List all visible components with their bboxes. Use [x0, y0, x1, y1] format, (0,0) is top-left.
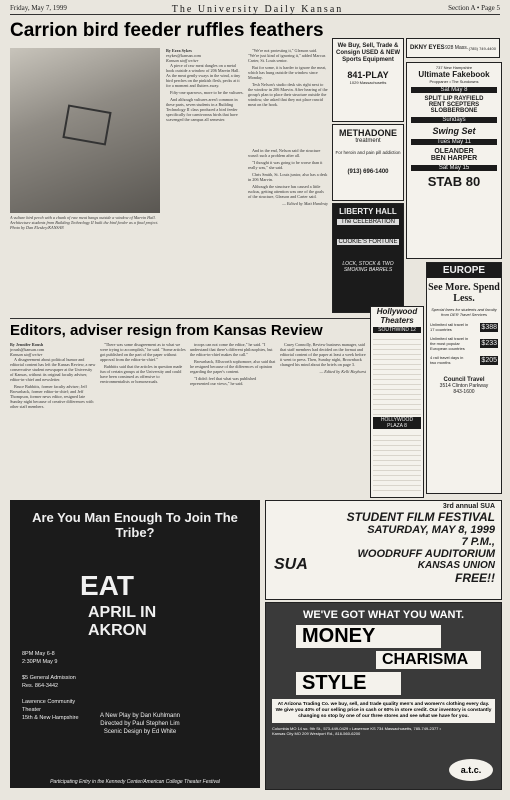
dkny-brand: DKNY EYES [410, 45, 445, 51]
story1-headline: Carrion bird feeder ruffles feathers [10, 20, 324, 41]
eat-res: Res. 864-3442 [22, 683, 59, 689]
festival-line3: SATURDAY, MAY 8, 1999 [367, 524, 495, 536]
europe-price1: $388 [481, 323, 497, 331]
bottleneck-band1: SPLIT LIP RAYFIELD [424, 96, 484, 102]
story1-col3-p2: "I thought it was going to be worse than it really was," she said. [248, 160, 323, 170]
liberty-film2: COOKIE'S FORTUNE [338, 239, 398, 245]
arizona-word3: STYLE [296, 672, 401, 695]
bottleneck-date4: Sat May 15 [411, 165, 497, 171]
story2-headline: Editors, adviser resign from Kansas Review [10, 322, 323, 339]
hollywood-title: Hollywood Theaters [376, 307, 418, 325]
eat-venue: Lawrence Community Theater [22, 699, 76, 713]
eat-tickets: $5 General Admission [22, 675, 76, 681]
festival-line7: FREE!! [455, 571, 495, 585]
europe-pass3: 4 rail travel days in two months [430, 355, 464, 365]
europe-pass1: Unlimited rail travel in 17 countries [430, 322, 469, 332]
section-label: Section A • Page 5 [448, 4, 500, 12]
story2-col4-p1: Casey Connolly, Review business manager, said that staff members had decided on the format and editorial content of the paper at least a week before it went to press. Then, Sunday night, Brownback changed his mind about the briefs on page 3. [280, 342, 366, 367]
eat-matinee: 2:30PM May 9 [22, 659, 58, 665]
eat-title: EAT [80, 570, 134, 601]
story2-col3-p2: Brownback, Ellsworth sophomore, also said that he resigned because of the differences of opinion regarding the paper's content. [190, 359, 276, 374]
eat-scenic: Scenic Design by Ed White [103, 729, 177, 735]
hollywood-location2: HOLLYWOOD PLAZA 8 [373, 417, 421, 429]
eat-credit: A New Play by Dan Kuhlmann [99, 713, 181, 719]
story1-col1-p1: A piece of raw meat dangles on a metal hook outside a window of 206 Marvin Hall. As the meat gently sways in the wind, a tiny bird perches on the pinkish flesh, pecks at it for a moment and flutters away. [166, 63, 241, 88]
story2-col1-p1: A disagreement about political humor and editorial content has left the Kansas Review, a new conservative student newspaper at the University of Kansas, without its original faculty adviser, editor-in-chief and newsletter. [10, 357, 96, 382]
eat-subtitle: APRIL IN AKRON [88, 604, 157, 639]
dkny-mass: 928 Mass. [445, 45, 469, 51]
arizona-word1: MONEY [296, 625, 441, 648]
liberty-title: LIBERTY HALL [339, 207, 397, 216]
film-festival-ad [265, 500, 502, 600]
story2-col2-p2: Bubbitts said that the articles in question made fun of certain groups at the University and could have been construed as offensive to environmentalists or homosexuals. [100, 364, 183, 384]
arizona-body: At Arizona Trading Co. we buy, sell, and trade quality men's and women's clothing every day. We give you 40% of our selling price in cash or 60% in store credit. Our inventory is constantly changing so stop by one of our three stores and see what we have for you. [272, 699, 495, 723]
story1-col2-p3: Tesh Nelson's studio desk sits right next to the window in 206 Marvin. After hearing of the group's plan to place their structure outside the window, she asked that they not place rancid meat on the hook. [248, 82, 328, 107]
vulture-photo [10, 48, 160, 213]
bottleneck-band2: RENT SCEPTERS [428, 102, 480, 108]
europe-address: 3514 Clinton Parkway [439, 383, 489, 389]
bottleneck-address: 737 New Hampshire [435, 65, 473, 70]
story1-byline: By Ezra Sykes [166, 48, 192, 53]
bottleneck-band6: STAB 80 [427, 174, 481, 189]
hollywood-location: SOUTHWIND 12 [373, 327, 421, 333]
story1-byline-email: esykes@kansan.com [166, 53, 201, 58]
hollywood-theaters-ad [370, 306, 424, 498]
bottleneck-date1: Sat May 8 [411, 87, 497, 93]
story2-col3-p1: troops can not come the editor," he said. "I understand that there's different philosophies, but the editor-in-chief makes the call." [190, 342, 273, 357]
festival-line6: KANSAS UNION [417, 560, 495, 571]
bottleneck-date3: Tues May 11 [411, 139, 497, 145]
bottleneck-event: Swing Set [432, 126, 476, 136]
story2-byline-email: jroush@kansan.com [10, 347, 45, 352]
festival-line2: STUDENT FILM FESTIVAL [346, 510, 495, 524]
story1-col3-p3: Chris Smith, St. Louis junior, also has a desk in 206 Marvin. [248, 172, 328, 182]
photo-caption: A vulture bird perch with a chunk of raw meat hangs outside a window of Marvin Hall. Architecture students from Building Technology II built the bird feeder as a final project. Photo by Dan Eleskey/KANSAN [10, 215, 159, 230]
europe-price3: $205 [481, 356, 497, 364]
arizona-word2: CHARISMA [376, 651, 481, 669]
story2-col1-p2: Bruce Bubbitts, former faculty adviser; Jeff Brownback, former editor-in-chief; and Jeff Thompson, former news editor, resigned late Sunday night because of creative differences with other staff members. [10, 384, 94, 409]
masthead: The University Daily Kansan [171, 4, 344, 15]
bottleneck-line: Proppaner • The Sundowns [429, 79, 479, 84]
festival-line4: 7 P.M., [461, 536, 495, 548]
eat-times: 8PM May 6-8 [22, 651, 55, 657]
story1-col3-p4: Although the structure has caused a little ruckus, getting attention was one of the goals of the structure, Gleason and Carter said. [248, 184, 324, 199]
bottleneck-ad [406, 62, 502, 259]
eat-director: Directed by Paul Stephen Lim [100, 721, 180, 727]
methadone-sub: treatment [355, 138, 381, 144]
eat-play-ad [10, 500, 260, 788]
arizona-headline: WE'VE GOT WHAT YOU WANT. [302, 609, 465, 621]
europe-price2: $233 [481, 340, 497, 347]
bottleneck-band5: BEN HARPER [430, 155, 478, 162]
bottleneck-band4: OLEANDER [434, 148, 474, 155]
europe-line: Special fares for students and faculty from DER Travel Services [431, 307, 497, 317]
story1-editor: — Edited by Matt Hardesty [282, 201, 328, 206]
festival-line5: WOODRUFF AUDITORIUM [357, 548, 495, 560]
europe-pass2: Unlimited rail travel in the most popular European countries [430, 336, 469, 351]
dkny-ad [406, 38, 500, 58]
europe-tag: See More. Spend Less. [428, 282, 500, 304]
page-header [10, 4, 500, 15]
story1-col2-p2: But for some, it is harder to ignore the meat, which has hung outside the window since Monday. [248, 65, 327, 80]
story1-col3-p1: And in the end, Nelson said the structure wasn't such a problem after all. [248, 148, 321, 158]
story2-col4-editor: — Edited by Kelli Hayhurst [319, 369, 366, 374]
eat-footer: Participating Entry in the Kennedy Center/American College Theater Festival [50, 779, 220, 785]
arizona-addresses: Columbia MO 14 so. 9th St., 573-449-0429 • Lawrence KS 734 Massachusetts, 785-749-2377 • Kansas City MO 209 Westport Rd., 816-560-6200 [272, 726, 441, 736]
sports-ad-phone: 841-PLAY [347, 70, 389, 80]
sports-ad-tagline: We Buy, Sell, Trade & Consign USED & NEW Sports Equipment [336, 43, 400, 63]
festival-logo: SUA [274, 556, 308, 573]
liberty-hall-ad [332, 203, 404, 313]
arizona-logo: a.t.c. [449, 759, 493, 781]
europe-phone: 843-1600 [453, 389, 475, 395]
sports-ad [332, 38, 404, 122]
page-date: Friday, May 7, 1999 [10, 4, 67, 12]
bottleneck-date2: Sundays [411, 117, 497, 123]
eat-venue2: 15th & New Hampshire [22, 715, 79, 721]
story1-col2-p1: "We're not protesting it," Gleason said. "We're just kind of ignoring it," added Marcus Carter, St. Louis senior. [248, 48, 326, 63]
liberty-film3: LOCK, STOCK & TWO SMOKING BARRELS [342, 261, 394, 273]
methadone-ad [332, 124, 404, 201]
festival-line1: 3rd annual SUA [442, 503, 495, 510]
story2-byline: By Jennifer Roush [10, 342, 44, 347]
bottleneck-band3: SLOBBERBONE [430, 108, 478, 114]
europe-ad [426, 262, 502, 494]
story1-byline-title: Kansan staff writer [166, 58, 199, 63]
methadone-desc: For heroin and pain pill addiction [335, 150, 401, 155]
liberty-film1: The CELEBRATION [337, 219, 399, 225]
bottleneck-band0: Ultimate Fakebook [418, 70, 490, 79]
story1-col1-p3: And although vultures aren't common in these parts, seven students in a Building Technology II class produced a bird feeder specifically for carnivorous birds that have scavenged the campus all semester. [166, 97, 238, 122]
europe-company: Council Travel [443, 377, 485, 383]
europe-title: EUROPE [427, 263, 501, 278]
story2-byline-title: Kansan staff writer [10, 352, 43, 357]
story2-col2-p1: "There was some disagreement as to what we were trying to accomplish," he said. "Some articles got published on the part of the paper without approval from the editor-in-chief." [100, 342, 186, 362]
story1-col1-p2: Fifty-one sparrows, more to be the vultures. [170, 90, 244, 95]
arizona-trading-ad [265, 602, 502, 790]
methadone-title: METHADONE [339, 128, 397, 138]
sports-ad-address: 1029 Massachusetts [349, 80, 387, 85]
eat-question: Are You Man Enough To Join The Tribe? [32, 510, 238, 540]
story2-col3-p3: "I didn't feel that what was published represented our views," he said. [190, 376, 257, 386]
dkny-phone: (785) 749-4400 [468, 45, 496, 51]
methadone-phone: (913) 696-1400 [347, 169, 389, 175]
